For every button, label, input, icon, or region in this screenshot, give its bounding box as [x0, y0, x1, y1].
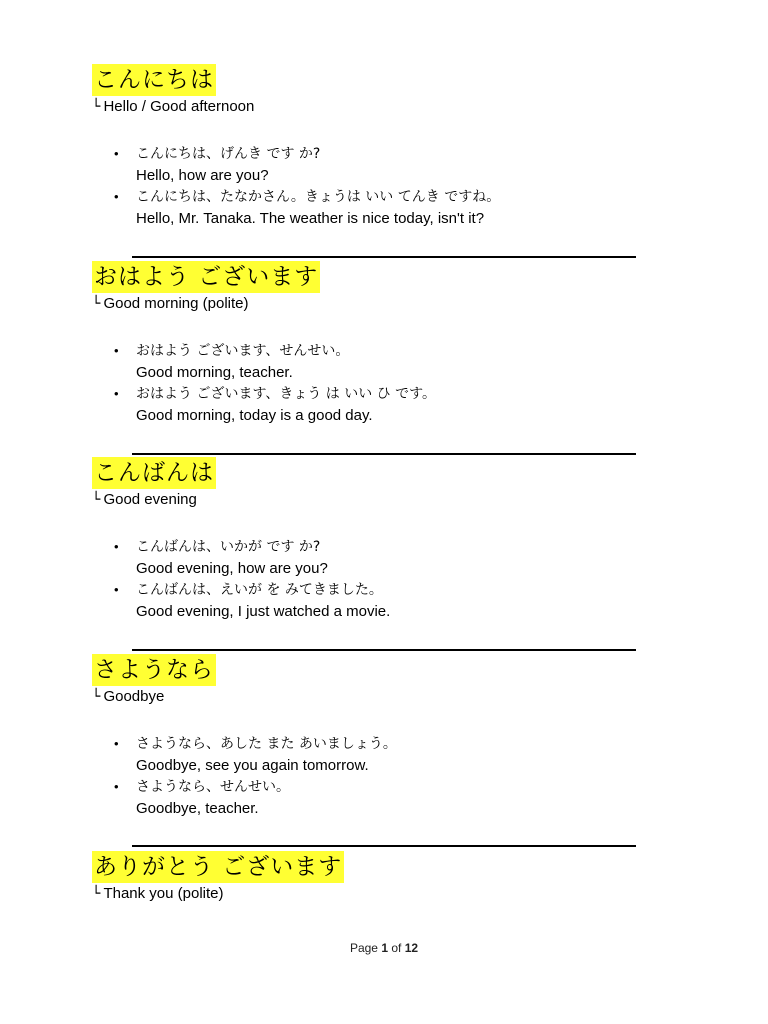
bullet-icon: • [114, 343, 119, 358]
example-item [92, 186, 652, 229]
section-divider [132, 845, 636, 847]
page-word: Page [349, 941, 378, 955]
example-english: Good morning, teacher. [136, 364, 293, 381]
phrase-heading: ありがとう ございます [92, 851, 344, 883]
section-divider [132, 256, 636, 258]
bullet-icon: • [114, 582, 119, 597]
phrase-entry [92, 64, 652, 229]
phrase-heading: さようなら [92, 654, 216, 686]
example-item [92, 733, 652, 776]
example-list [92, 340, 652, 426]
phrase-heading: こんにちは [92, 64, 216, 96]
bullet-icon: • [114, 189, 119, 204]
bullet-icon: • [114, 779, 119, 794]
bullet-icon: • [114, 386, 119, 401]
phrase-meaning [92, 884, 652, 904]
phrase-heading: おはよう ございます [92, 261, 320, 293]
meaning-text: Hello / Good afternoon [103, 98, 255, 115]
example-item [92, 143, 652, 186]
phrase-entry [92, 261, 652, 426]
of-word: of [391, 941, 402, 955]
bullet-icon: • [114, 146, 119, 161]
example-japanese: こんばんは、えいが を みてきました。 [136, 582, 383, 598]
example-item [92, 579, 652, 622]
example-english: Good evening, I just watched a movie. [136, 603, 391, 620]
phrase-heading: こんばんは [92, 457, 216, 489]
example-item [92, 340, 652, 383]
phrase-meaning [92, 294, 652, 314]
example-item [92, 776, 652, 819]
meaning-text: Good evening [103, 491, 197, 508]
total-pages-number: 12 [404, 941, 419, 955]
phrase-entry [92, 851, 652, 904]
example-japanese: こんにちは、げんき です か? [136, 146, 321, 162]
example-english: Good evening, how are you? [136, 560, 328, 577]
example-item [92, 536, 652, 579]
example-list [92, 143, 652, 229]
example-item [92, 383, 652, 426]
meaning-text: Good morning (polite) [103, 295, 249, 312]
example-japanese: おはよう ございます、きょう は いい ひ です。 [136, 386, 437, 402]
section-divider [132, 649, 636, 651]
corner-bracket-icon: └ [92, 296, 101, 312]
phrase-entry [92, 654, 652, 819]
example-japanese: こんばんは、いかが です か? [136, 539, 321, 555]
bullet-icon: • [114, 539, 119, 554]
corner-bracket-icon: └ [92, 492, 101, 508]
phrase-meaning [92, 97, 652, 117]
meaning-text: Goodbye [103, 688, 165, 705]
example-japanese: さようなら、せんせい。 [136, 779, 290, 795]
example-english: Goodbye, see you again tomorrow. [136, 757, 369, 774]
example-japanese: おはよう ございます、せんせい。 [136, 343, 350, 359]
current-page-number: 1 [381, 941, 388, 955]
bullet-icon: • [114, 736, 119, 751]
phrase-entry [92, 457, 652, 622]
example-japanese: こんにちは、たなかさん。きょうは いい てんき ですね。 [136, 189, 501, 205]
corner-bracket-icon: └ [92, 99, 101, 115]
section-divider [132, 453, 636, 455]
example-english: Good morning, today is a good day. [136, 407, 373, 424]
page-footer [0, 941, 768, 955]
example-english: Hello, Mr. Tanaka. The weather is nice today, isn't it? [136, 210, 485, 227]
example-list [92, 536, 652, 622]
example-japanese: さようなら、あした また あいましょう。 [136, 736, 397, 752]
example-english: Hello, how are you? [136, 167, 269, 184]
corner-bracket-icon: └ [92, 886, 101, 902]
phrase-meaning [92, 490, 652, 510]
corner-bracket-icon: └ [92, 689, 101, 705]
phrase-meaning [92, 687, 652, 707]
meaning-text: Thank you (polite) [103, 885, 224, 902]
example-list [92, 733, 652, 819]
example-english: Goodbye, teacher. [136, 800, 259, 817]
